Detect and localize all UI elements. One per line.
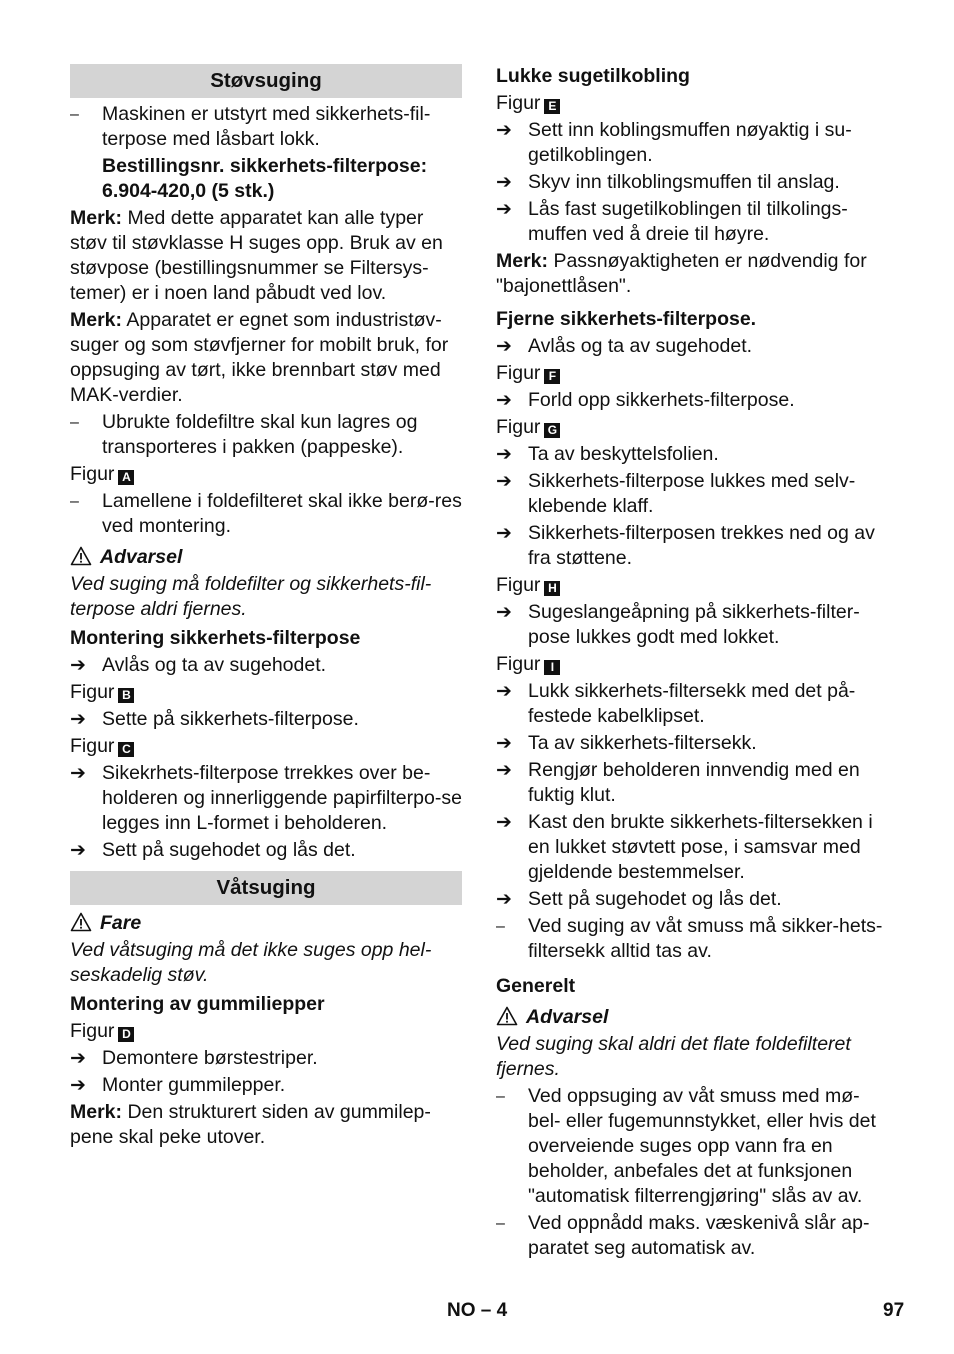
- dash-marker: –: [496, 1215, 505, 1232]
- step-item: ➔ Avlås og ta av sugehodet.: [70, 654, 327, 676]
- arrow-icon: ➔: [496, 172, 512, 193]
- figure-reference: Figur H: [496, 573, 888, 598]
- arrow-icon: ➔: [70, 1075, 86, 1096]
- step-item: ➔ Rengjør beholderen innvendig med en fuktig klut.: [496, 759, 860, 806]
- step-item: ➔ Sugeslangeåpning på sikkerhets-filter-pose lukkes godt med lokket.: [496, 601, 860, 648]
- arrow-icon: ➔: [496, 889, 512, 910]
- dash-marker: –: [70, 414, 79, 431]
- step-item: ➔ Sikkerhets-filterpose lukkes med selv-klebende klaff.: [496, 470, 856, 517]
- figure-reference: Figur B: [70, 680, 462, 705]
- figure-reference: Figur A: [70, 462, 462, 487]
- list-item: – Ved oppsuging av våt smuss med mø-bel- eller fugemunnstykket, eller hvis det overveiende suges opp vann fra en beholder, anbefales det at funksjonen "automatisk filterrengjøring" slås av av.: [496, 1085, 876, 1207]
- figure-letter-icon: I: [544, 660, 560, 675]
- section-heading-vatsuging: Våtsuging: [70, 871, 462, 905]
- list-item: – Maskinen er utstyrt med sikkerhets-fil-terpose med låsbart lokk.: [70, 103, 431, 150]
- arrow-icon: ➔: [496, 681, 512, 702]
- list-item: – Ved oppnådd maks. væskenivå slår ap-paratet seg automatisk av.: [496, 1212, 870, 1259]
- arrow-icon: ➔: [496, 523, 512, 544]
- subheading-remove-filter: Fjerne sikkerhets-filterpose.: [496, 308, 757, 330]
- warning-text: Ved suging må foldefilter og sikkerhets-fil-terpose aldri fjernes.: [70, 573, 432, 620]
- figure-letter-icon: A: [118, 470, 134, 485]
- arrow-icon: ➔: [70, 655, 86, 676]
- arrow-icon: ➔: [496, 444, 512, 465]
- step-item: ➔ Skyv inn tilkoblingsmuffen til anslag.: [496, 171, 840, 193]
- step-item: ➔ Forld opp sikkerhets-filterpose.: [496, 389, 795, 411]
- figure-reference: Figur I: [496, 652, 888, 677]
- figure-reference: Figur D: [70, 1019, 462, 1044]
- figure-letter-icon: G: [544, 423, 560, 438]
- figure-letter-icon: C: [118, 742, 134, 757]
- note-paragraph: Merk: Den strukturert siden av gummilep-pene skal peke utover.: [70, 1101, 431, 1148]
- step-item: ➔ Lås fast sugetilkoblingen til tilkolings-muffen ved å dreie til høyre.: [496, 198, 848, 245]
- arrow-icon: ➔: [496, 199, 512, 220]
- step-item: ➔ Sett på sugehodet og lås det.: [496, 888, 782, 910]
- step-item: ➔ Sikekrhets-filterpose trrekkes over be-holderen og innerliggende papirfilterpo-se legges inn L-formet i beholderen.: [70, 762, 462, 834]
- figure-reference: Figur E: [496, 91, 888, 116]
- step-item: ➔ Kast den brukte sikkerhets-filtersekken i en lukket støvtett pose, i samsvar med gjeldende bestemmelser.: [496, 811, 873, 883]
- arrow-icon: ➔: [70, 763, 86, 784]
- list-item: – Lamellene i foldefilteret skal ikke berø-res ved montering.: [70, 490, 462, 537]
- figure-reference: Figur C: [70, 734, 462, 759]
- subheading-rubber-lips: Montering av gummiliepper: [70, 993, 325, 1015]
- figure-reference: Figur G: [496, 415, 888, 440]
- section-heading-stovsuging: Støvsuging: [70, 64, 462, 98]
- figure-letter-icon: H: [544, 581, 560, 596]
- step-item: ➔ Monter gummilepper.: [70, 1074, 286, 1096]
- step-item: ➔ Sikkerhets-filterposen trekkes ned og av fra støttene.: [496, 522, 875, 569]
- step-item: ➔ Lukk sikkerhets-filtersekk med det på-festede kabelklipset.: [496, 680, 856, 727]
- arrow-icon: ➔: [496, 760, 512, 781]
- subheading-mount-filter: Montering sikkerhets-filterpose: [70, 627, 361, 649]
- danger-heading: Fare: [70, 911, 462, 936]
- subheading-close-connection: Lukke sugetilkobling: [496, 65, 690, 87]
- right-column: [496, 64, 888, 1263]
- note-paragraph: Merk: Apparatet er egnet som industristøv-suger og som støvfjerner for mobilt bruk, for oppsuging av tørt, ikke brennbart støv med MAK-verdier.: [70, 309, 449, 406]
- arrow-icon: ➔: [70, 840, 86, 861]
- arrow-icon: ➔: [496, 812, 512, 833]
- step-item: ➔ Ta av beskyttelsfolien.: [496, 443, 719, 465]
- step-item: ➔ Avlås og ta av sugehodet.: [496, 335, 753, 357]
- step-item: ➔ Ta av sikkerhets-filtersekk.: [496, 732, 757, 754]
- list-item: – Ved suging av våt smuss må sikker-hets-filtersekk alltid tas av.: [496, 915, 883, 962]
- note-paragraph: Merk: Med dette apparatet kan alle typer støv til støvklasse H suges opp. Bruk av en støvpose (bestillingsnummer se Filtersys-temer) er i noen land påbudt ved lov.: [70, 207, 443, 304]
- step-item: ➔ Sett på sugehodet og lås det.: [70, 839, 356, 861]
- dash-marker: –: [70, 493, 79, 510]
- dash-marker: –: [496, 918, 505, 935]
- dash-marker: –: [496, 1088, 505, 1105]
- footer-section-number: NO – 4: [447, 1300, 508, 1321]
- arrow-icon: ➔: [70, 709, 86, 730]
- arrow-icon: ➔: [496, 471, 512, 492]
- figure-letter-icon: D: [118, 1027, 134, 1042]
- order-number: Bestillingsnr. sikkerhets-filterpose: 6.904-420,0 (5 stk.): [102, 155, 428, 202]
- arrow-icon: ➔: [496, 390, 512, 411]
- page-number: 97: [883, 1300, 905, 1321]
- arrow-icon: ➔: [496, 733, 512, 754]
- arrow-icon: ➔: [496, 336, 512, 357]
- figure-reference: Figur F: [496, 361, 888, 386]
- step-item: ➔ Sett inn koblingsmuffen nøyaktig i su-getilkoblingen.: [496, 119, 852, 166]
- dash-marker: –: [70, 106, 79, 123]
- list-item: – Ubrukte foldefiltre skal kun lagres og transporteres i pakken (pappeske).: [70, 411, 418, 458]
- arrow-icon: ➔: [496, 602, 512, 623]
- danger-triangle-icon: [70, 912, 92, 932]
- warning-heading: Advarsel: [70, 545, 462, 570]
- warning-text: Ved suging skal aldri det flate foldefilteret fjernes.: [496, 1033, 851, 1080]
- warning-triangle-icon: [70, 546, 92, 566]
- arrow-icon: ➔: [70, 1048, 86, 1069]
- danger-text: Ved våtsuging må det ikke suges opp hel-seskadelig støv.: [70, 939, 432, 986]
- warning-triangle-icon: [496, 1006, 518, 1026]
- left-column: [70, 64, 462, 1152]
- arrow-icon: ➔: [496, 120, 512, 141]
- note-paragraph: Merk: Passnøyaktigheten er nødvendig for "bajonettlåsen".: [496, 250, 867, 297]
- figure-letter-icon: F: [544, 369, 560, 384]
- figure-letter-icon: B: [118, 688, 134, 703]
- step-item: ➔ Demontere børstestriper.: [70, 1047, 318, 1069]
- warning-heading: Advarsel: [496, 1005, 888, 1030]
- figure-letter-icon: E: [544, 99, 560, 114]
- step-item: ➔ Sette på sikkerhets-filterpose.: [70, 708, 359, 730]
- subheading-general: Generelt: [496, 975, 576, 997]
